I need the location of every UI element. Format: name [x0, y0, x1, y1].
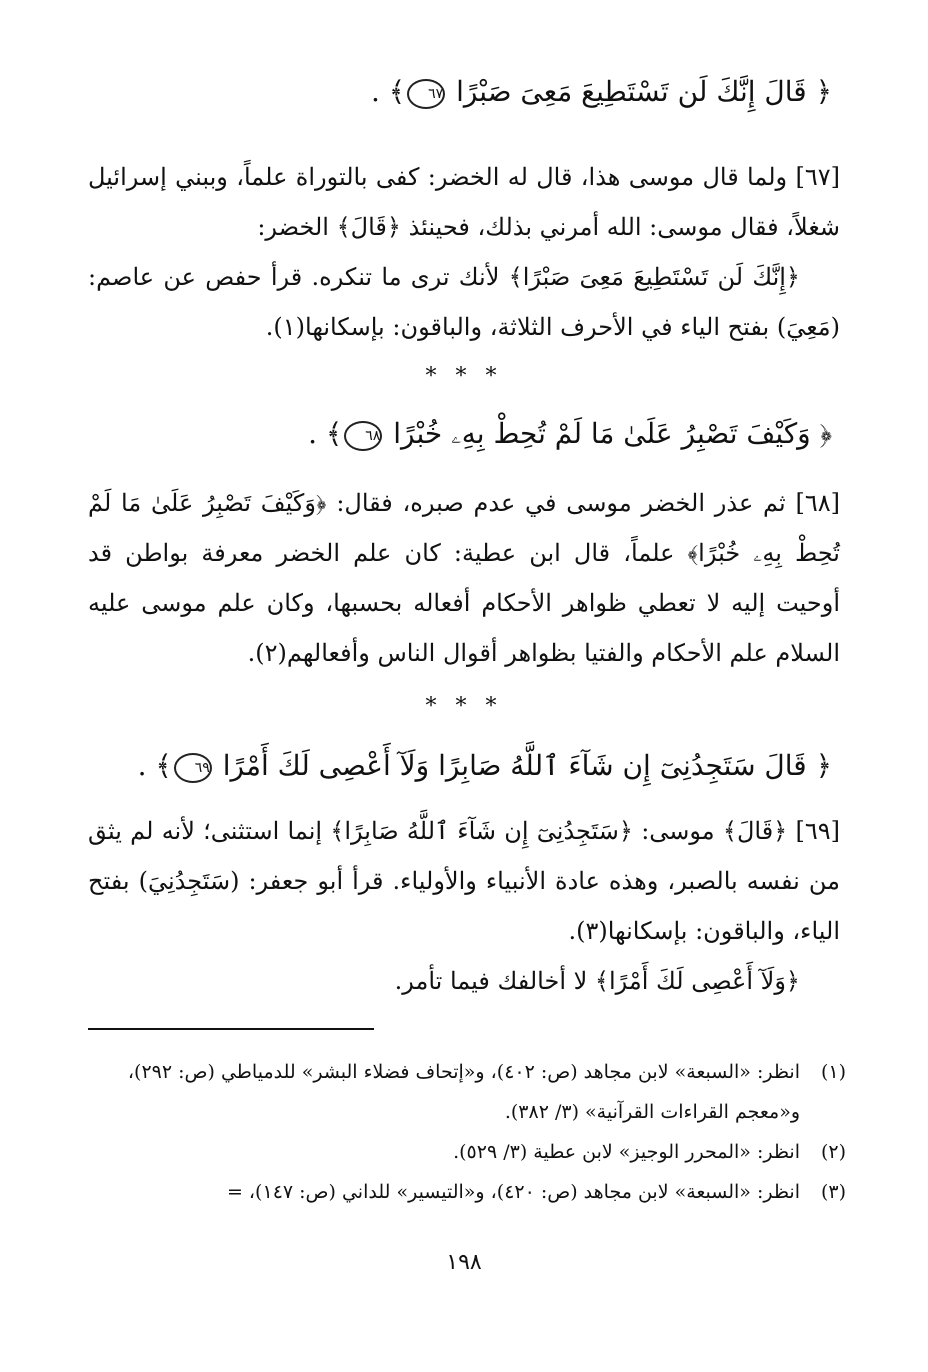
footnote-number: (١) [820, 1061, 846, 1083]
verse-closing: ﴾ . [308, 417, 343, 450]
paragraph: [٦٨] ثم عذر الخضر موسى في عدم صبره، فقال: ﴿وَكَيْفَ تَصْبِرُ عَلَىٰ مَا لَمْ تُحِطْ بِهِۦ خُبْرًا﴾ علماً، قال ابن عطية: كان علم الخضر معرفة بواطن قد أوحيت إليه لا تعطي ظواهر الأحكام أفعاله بحسبها، وكان علم موسى عليه السلام علم الأحكام والفتيا بظواهر أقوال الناس وأفعالهم(٢). [88, 489, 840, 667]
ayah-number-marker: ٦٩ [174, 753, 212, 783]
paragraph: ﴿وَلَآ أَعْصِى لَكَ أَمْرًا﴾ لا أخالفك فيما تأمر. [394, 967, 800, 995]
footnote-text: انظر: «المحرر الوجيز» لابن عطية (٣/ ٥٢٩). [453, 1141, 800, 1163]
quran-verse-68 [88, 412, 840, 456]
ayah-number-marker: ٦٨ [344, 421, 382, 451]
section-separator: * * * [425, 364, 503, 389]
quran-verse-69 [88, 744, 840, 788]
verse-text: ﴿ وَكَيْفَ تَصْبِرُ عَلَىٰ مَا لَمْ تُحِطْ بِهِۦ خُبْرًا [393, 417, 832, 450]
footnote-divider [88, 1028, 374, 1030]
footnote-2 [86, 1132, 846, 1172]
commentary-69 [88, 806, 840, 1006]
verse-closing: ﴾ . [370, 75, 406, 108]
commentary-67 [88, 152, 840, 352]
verse-closing: ﴾ . [137, 749, 172, 782]
footnote-number: (٢) [820, 1141, 846, 1163]
footnotes [86, 1052, 846, 1212]
verse-text: ﴿ قَالَ سَتَجِدُنِىٓ إِن شَآءَ ٱللَّهُ صَابِرًا وَلَآ أَعْصِى لَكَ أَمْرًا [222, 749, 832, 782]
paragraph: [٦٧] ولما قال موسى هذا، قال له الخضر: كفى بالتوراة علماً، وببني إسرائيل شغلاً، فقال موسى: الله أمرني بذلك، فحينئذ ﴿قَالَ﴾ الخضر: [88, 163, 840, 241]
footnote-text: انظر: «السبعة» لابن مجاهد (ص: ٤٢٠)، و«التيسير» للداني (ص: ١٤٧)، = [226, 1181, 800, 1203]
section-separator: * * * [425, 694, 503, 719]
page-number: ١٩٨ [446, 1250, 482, 1275]
footnote-1 [86, 1052, 846, 1132]
commentary-68 [88, 478, 840, 678]
footnote-text: انظر: «السبعة» لابن مجاهد (ص: ٤٠٢)، و«إتحاف فضلاء البشر» للدمياطي (ص: ٢٩٢)، و«معجم القراءات القرآنية» (٣/ ٣٨٢). [127, 1061, 800, 1123]
quran-verse-67 [88, 70, 840, 114]
footnote-number: (٣) [820, 1181, 846, 1203]
paragraph: [٦٩] ﴿قَالَ﴾ موسى: ﴿سَتَجِدُنِىٓ إِن شَآءَ ٱللَّهُ صَابِرًا﴾ إنما استثنى؛ لأنه لم يثق من نفسه بالصبر، وهذه عادة الأنبياء والأولياء. قرأ أبو جعفر: (سَتَجِدُنِيَ) بفتح الياء، والباقون: بإسكانها(٣). [88, 817, 840, 945]
verse-text: ﴿ قَالَ إِنَّكَ لَن تَسْتَطِيعَ مَعِىَ صَبْرًا [456, 75, 832, 108]
ayah-number-marker: ٦٧ [407, 79, 445, 109]
footnote-3 [86, 1172, 846, 1212]
paragraph: ﴿إِنَّكَ لَن تَسْتَطِيعَ مَعِىَ صَبْرًا﴾ لأنك ترى ما تنكره. قرأ حفص عن عاصم: (مَعِيَ) بفتح الياء في الأحرف الثلاثة، والباقون: بإسكانها(١). [88, 263, 840, 341]
